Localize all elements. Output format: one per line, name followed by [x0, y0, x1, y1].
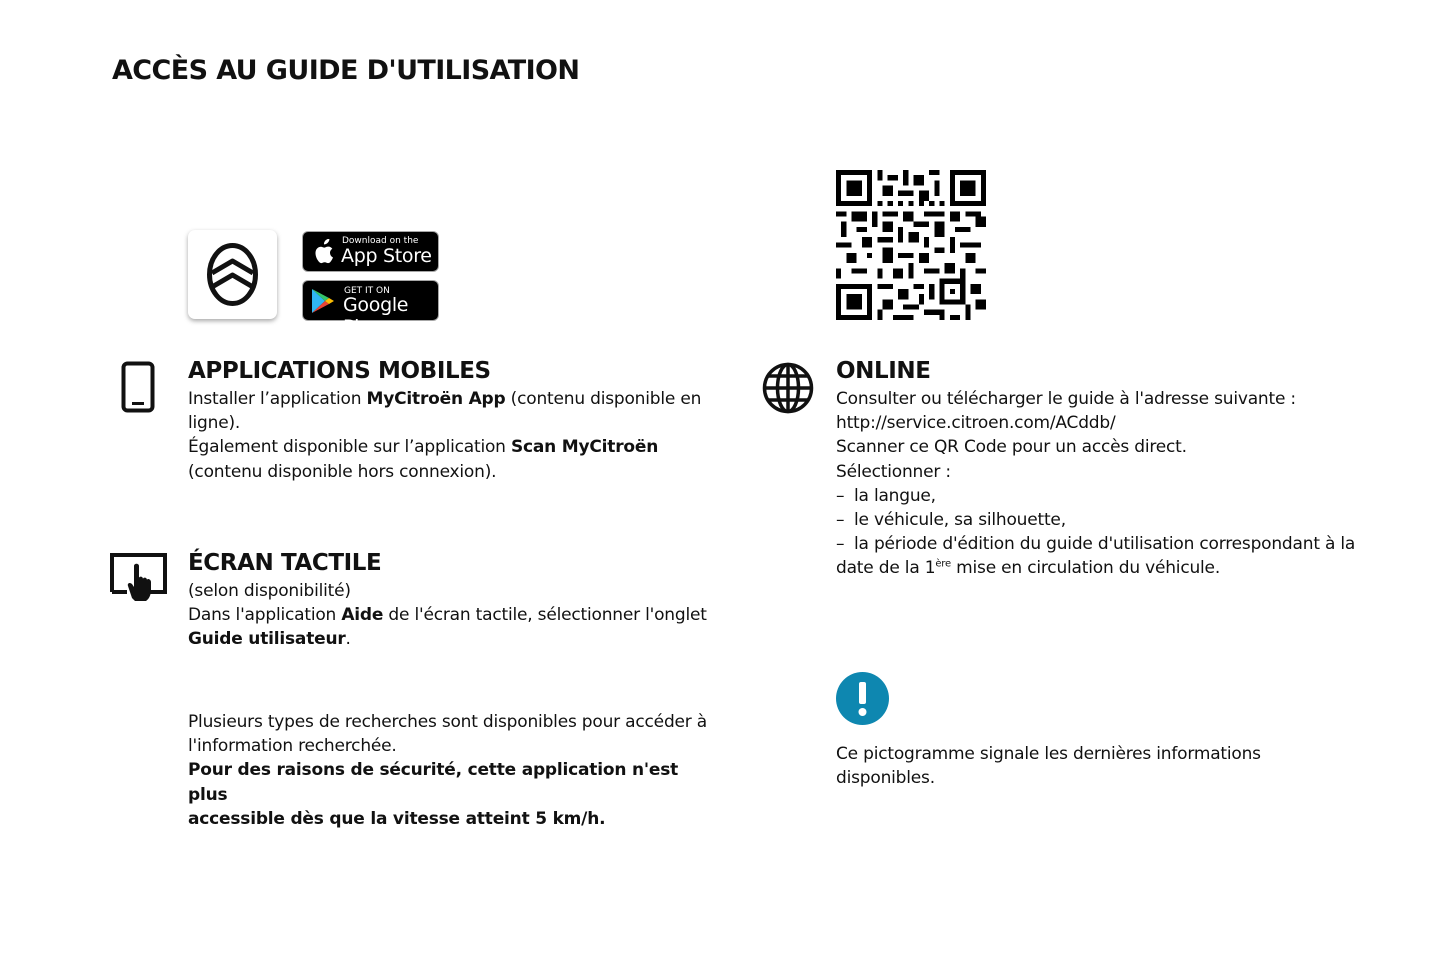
- page-title: ACCÈS AU GUIDE D'UTILISATION: [112, 55, 580, 86]
- safety-warning-line-1: Pour des raisons de sécurité, cette application n'est plus: [188, 760, 679, 805]
- mobile-apps-line-1: Installer l’application MyCitroën App (contenu disponible en: [188, 389, 702, 409]
- mobile-apps-line-2: ligne).: [188, 413, 241, 434]
- apple-icon: [312, 239, 334, 265]
- online-list-item-language: – la langue,: [836, 484, 1376, 508]
- qr-code[interactable]: [836, 170, 986, 320]
- online-url-link[interactable]: http://service.citroen.com/ACddb/: [836, 413, 1116, 434]
- notice-text: [836, 742, 1376, 790]
- app-store-big-label: App Store: [341, 245, 432, 267]
- online-line-4: Sélectionner :: [836, 461, 951, 482]
- touchscreen-line-3: Guide utilisateur.: [188, 629, 351, 650]
- mycitroen-app-icon[interactable]: [188, 230, 277, 319]
- notice-line-2: disponibles.: [836, 768, 935, 789]
- online-title: ONLINE: [836, 358, 931, 384]
- touchscreen-line-2: Dans l'application Aide de l'écran tactile, sélectionner l'onglet: [188, 605, 707, 626]
- globe-icon: [762, 362, 814, 414]
- google-play-small-label: GET IT ON: [344, 286, 390, 296]
- notice-line-1: Ce pictogramme signale les dernières informations: [836, 744, 1261, 764]
- mobile-apps-title: APPLICATIONS MOBILES: [188, 358, 491, 384]
- search-line-1: Plusieurs types de recherches sont disponibles pour accéder à: [188, 712, 708, 732]
- app-store-small-label: Download on the: [342, 236, 419, 246]
- safety-warning-line-2: accessible dès que la vitesse atteint 5 km/h.: [188, 808, 606, 829]
- citroen-logo-icon: [206, 243, 259, 306]
- touchscreen-line-1: (selon disponibilité): [188, 581, 351, 601]
- online-line-1: Consulter ou télécharger le guide à l'adresse suivante :: [836, 389, 1296, 409]
- mobile-apps-line-3: Également disponible sur l’application Scan MyCitroën: [188, 437, 659, 458]
- online-line-3: Scanner ce QR Code pour un accès direct.: [836, 437, 1187, 458]
- smartphone-icon: [121, 361, 155, 413]
- online-list-item-period-cont: date de la 1ère mise en circulation du véhicule.: [836, 558, 1221, 579]
- exclamation-info-icon: [836, 672, 889, 725]
- touchscreen-hand-icon: [110, 552, 168, 602]
- app-store-badge[interactable]: [302, 231, 439, 272]
- google-play-big-label: Google Play: [343, 294, 409, 338]
- online-list-item-vehicle: – le véhicule, sa silhouette,: [836, 508, 1376, 532]
- mobile-apps-section: [188, 357, 708, 484]
- online-section: [836, 357, 1376, 581]
- touchscreen-section: [188, 549, 718, 652]
- google-play-icon: [311, 288, 335, 314]
- online-list-item-period: – la période d'édition du guide d'utilisation correspondant à la: [836, 532, 1376, 556]
- search-line-2: l'information recherchée.: [188, 736, 397, 757]
- mobile-apps-line-4: (contenu disponible hors connexion).: [188, 461, 497, 482]
- touchscreen-title: ÉCRAN TACTILE: [188, 550, 382, 576]
- search-info-paragraph: [188, 710, 718, 831]
- google-play-badge[interactable]: [302, 280, 439, 338]
